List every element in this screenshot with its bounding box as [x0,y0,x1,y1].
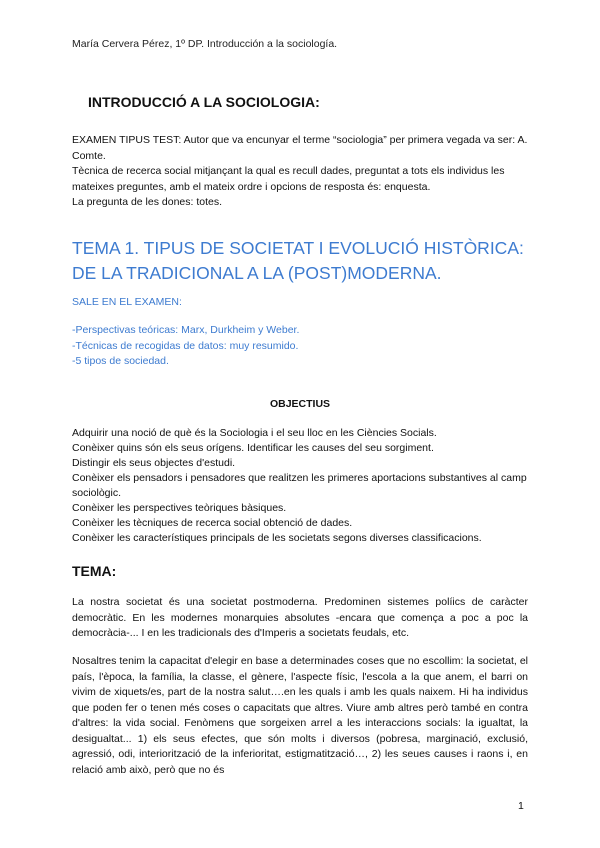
exam-items-list [72,323,299,370]
exam-item: -Perspectivas teóricas: Marx, Durkheim y Weber. [72,324,300,336]
objective-item: Conèixer els pensadors i pensadores que realitzen les primeres aportacions substantives al camp sociològic. [72,472,527,499]
exam-item: -Técnicas de recogidas de datos: muy resumido. [72,339,299,352]
objective-item: Distingir els seus objectes d'estudi. [72,457,236,469]
intro-notes [72,133,528,211]
objective-item: Conèixer quins són els seus orígens. Identificar les causes del seu sorgiment. [72,442,434,454]
tema1-title: TEMA 1. TIPUS DE SOCIETAT I EVOLUCIÓ HISTÒRICA: DE LA TRADICIONAL A LA (POST)MODERNA. [72,238,524,283]
intro-line: EXAMEN TIPUS TEST: Autor que va encunyar el terme “sociologia” per primera vegada va ser: A. Comte. [72,134,528,162]
body-paragraph: Nosaltres tenim la capacitat d'elegir en base a determinades coses que no escollim: la societat, el país, l'època, la família, la classe, el gènere, l'aspecte físic, l'escola a la que anem, el barri on vivim de xiquets/es, part de la nostra salut….en les quals i amb les quals naixem. Hi ha individus que poden fer o tenen més coses o capacitats que altres. Viure amb altres però també en contra d'altres: la vida social. Fenòmens que sorgeixen arrel a les interaccions socials: la igualtat, la desigualtat... 1) els seus efectes, que són molts i diversos (pobresa, marginació, exclusió, agressió, odi, interiorització de la inferioritat, estigmatització…, 2) les seues causes i raons i, en relació amb això, però que no és [72,655,528,776]
page-number: 1 [518,800,524,812]
intro-line: La pregunta de les dones: totes. [72,196,223,208]
objective-item: Conèixer les tècniques de recerca social obtenció de dades. [72,517,353,529]
exam-note: SALE EN EL EXAMEN: [72,296,182,308]
objective-item: Conèixer les perspectives teòriques bàsiques. [72,502,287,514]
body-paragraph: La nostra societat és una societat postmoderna. Predominen sistemes políics de caràcter democràtic. En les modernes monarquies absolutes -encara que comença a poc a poc la democràcia-... I en les tradicionals des d'Imperis a societats feudals, etc. [72,596,528,639]
main-title: INTRODUCCIÓ A LA SOCIOLOGIA: [88,94,320,110]
objectius-heading: OBJECTIUS [269,398,331,410]
objective-item: Conèixer les característiques principals de les societats segons diverses classificacions. [72,532,482,544]
intro-line: Tècnica de recerca social mitjançant la qual es recull dades, preguntat a tots els individus les mateixes preguntes, amb el mateix ordre i opcions de resposta és: enquesta. [72,165,505,193]
objectives-list [72,426,532,546]
page-header: María Cervera Pérez, 1º DP. Introducción a la sociología. [72,38,338,50]
exam-item: -5 tipos de sociedad. [72,355,169,367]
tema-heading: TEMA: [72,563,117,579]
objective-item: Adquirir una noció de què és la Sociologia i el seu lloc en les Ciències Socials. [72,427,437,439]
